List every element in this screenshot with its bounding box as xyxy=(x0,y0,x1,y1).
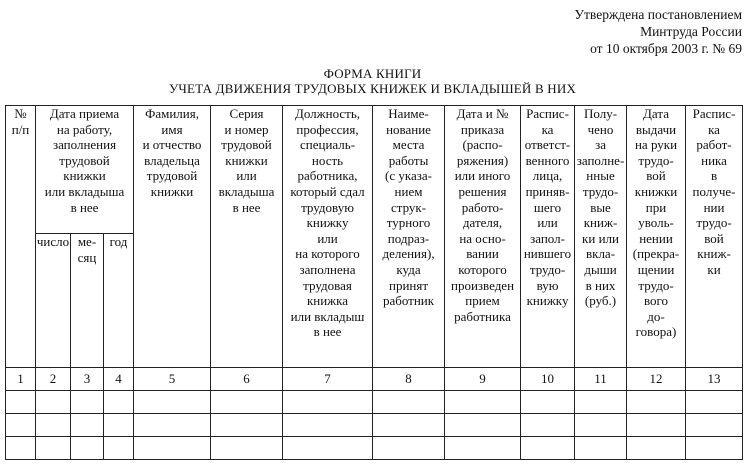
header-col-12: Дата выдачи на руки трудо- вой книжки при уволь- нении (прекра- щении трудо- вого до- говора) xyxy=(627,106,686,368)
header-col-8: Наиме- нование места работы (с указа- нием струк- турного подраз- деления), куда принят работник xyxy=(373,106,445,368)
table-cell xyxy=(575,414,627,437)
header-col-13: Распис- ка работ- ника в получе- нии трудо- вой книж- ки xyxy=(686,106,743,368)
approval-line-2: Минтруда России xyxy=(640,24,742,39)
col-number-13: 13 xyxy=(686,368,743,391)
table-cell xyxy=(445,391,521,414)
col-number-11: 11 xyxy=(575,368,627,391)
table-cell xyxy=(104,437,134,460)
table-cell xyxy=(36,437,71,460)
col-number-8: 8 xyxy=(373,368,445,391)
table-cell xyxy=(104,391,134,414)
table-row xyxy=(6,437,743,460)
table-cell xyxy=(71,437,104,460)
table-cell xyxy=(211,437,283,460)
header-col-1: № п/п xyxy=(6,106,36,368)
col-number-10: 10 xyxy=(521,368,575,391)
table-cell xyxy=(627,414,686,437)
col-number-1: 1 xyxy=(6,368,36,391)
table-cell xyxy=(6,437,36,460)
approval-line-3: от 10 октября 2003 г. № 69 xyxy=(590,41,742,56)
table-cell xyxy=(36,414,71,437)
table-cell xyxy=(283,391,373,414)
blank-rows xyxy=(6,391,743,460)
header-col-hire-date: Дата приема на работу, заполнения трудовой книжки или вкладыша в нее xyxy=(36,106,134,234)
table-cell xyxy=(373,414,445,437)
col-number-9: 9 xyxy=(445,368,521,391)
col-number-5: 5 xyxy=(134,368,211,391)
header-col-11: Полу- чено за заполне- нные трудо- вые книж- ки или вкла- дыши в них (руб.) xyxy=(575,106,627,368)
approval-line-1: Утверждена постановлением xyxy=(574,7,742,22)
table-cell xyxy=(6,414,36,437)
journal-table xyxy=(5,105,743,460)
table-row xyxy=(6,414,743,437)
subheader-month: ме- сяц xyxy=(71,234,104,368)
col-number-7: 7 xyxy=(283,368,373,391)
table-cell xyxy=(104,414,134,437)
table-cell xyxy=(134,437,211,460)
table-cell xyxy=(6,391,36,414)
table-row xyxy=(6,391,743,414)
col-number-12: 12 xyxy=(627,368,686,391)
table-cell xyxy=(686,437,743,460)
header-col-7: Должность, профессия, специаль- ность работника, который сдал трудовую книжку или на которого заполнена трудовая книжка или вкладыш в нее xyxy=(283,106,373,368)
col-number-6: 6 xyxy=(211,368,283,391)
table-cell xyxy=(36,391,71,414)
form-title xyxy=(0,66,745,96)
header-col-5: Фамилия, имя и отчество владельца трудовой книжки xyxy=(134,106,211,368)
table-cell xyxy=(627,391,686,414)
table-cell xyxy=(373,391,445,414)
form-title-line-1: ФОРМА КНИГИ xyxy=(323,66,422,81)
table-cell xyxy=(575,391,627,414)
table-cell xyxy=(71,414,104,437)
col-number-2: 2 xyxy=(36,368,71,391)
table-cell xyxy=(134,391,211,414)
subheader-year: год xyxy=(104,234,134,368)
table-cell xyxy=(445,437,521,460)
table-cell xyxy=(211,414,283,437)
header-col-6: Серия и номер трудовой книжки или вкладыша в нее xyxy=(211,106,283,368)
table-cell xyxy=(627,437,686,460)
table-cell xyxy=(686,414,743,437)
form-title-line-2: УЧЕТА ДВИЖЕНИЯ ТРУДОВЫХ КНИЖЕК И ВКЛАДЫШЕЙ В НИХ xyxy=(168,81,577,96)
table-cell xyxy=(521,437,575,460)
col-number-4: 4 xyxy=(104,368,134,391)
table-cell xyxy=(373,437,445,460)
table-cell xyxy=(283,414,373,437)
table-cell xyxy=(134,414,211,437)
table-cell xyxy=(283,437,373,460)
table-cell xyxy=(521,414,575,437)
table-cell xyxy=(211,391,283,414)
column-number-row xyxy=(6,368,743,391)
table-cell xyxy=(445,414,521,437)
col-number-3: 3 xyxy=(71,368,104,391)
table-cell xyxy=(521,391,575,414)
approval-note xyxy=(574,6,742,57)
header-col-10: Распис- ка ответст- венного лица, приняв- шего или запол- нившего трудо- вую книжку xyxy=(521,106,575,368)
table-cell xyxy=(575,437,627,460)
header-col-9: Дата и № приказа (распо- ряжения) или иного решения работо- дателя, на осно- вании которого произведен прием работника xyxy=(445,106,521,368)
table-cell xyxy=(71,391,104,414)
subheader-day: число xyxy=(36,234,71,368)
table-cell xyxy=(686,391,743,414)
